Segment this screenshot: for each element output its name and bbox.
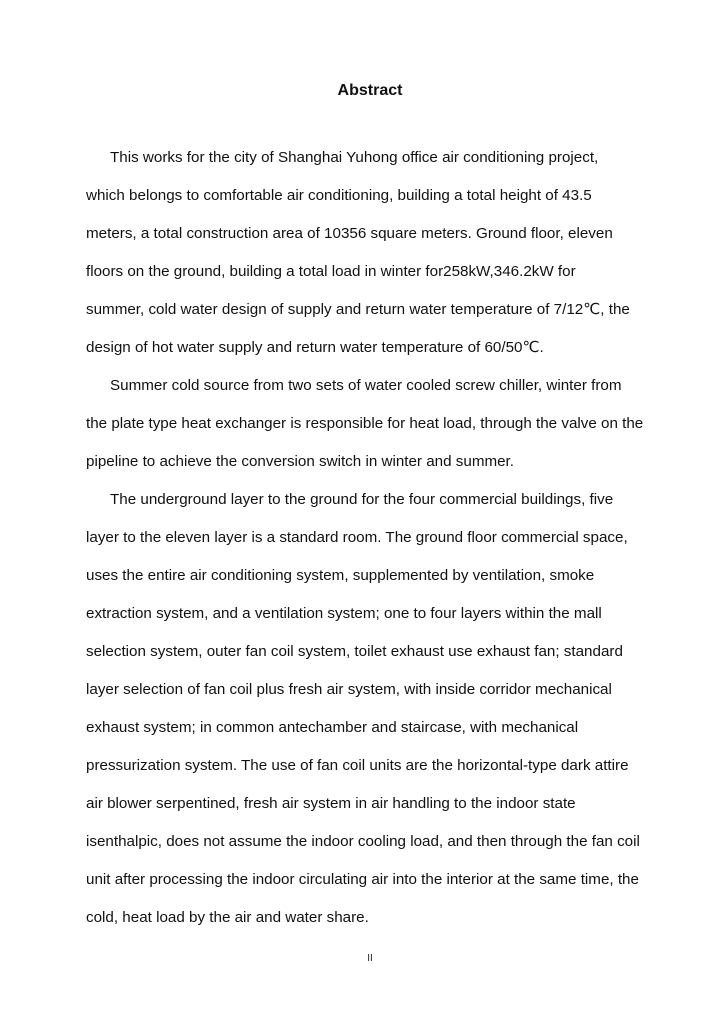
paragraph-1-line-4: floors on the ground, building a total load in winter for258kW,346.2kW for (86, 263, 576, 280)
paragraph-3-line-5: selection system, outer fan coil system, toilet exhaust use exhaust fan; standard (86, 643, 623, 660)
paragraph-1-line-3: meters, a total construction area of 10356 square meters. Ground floor, eleven (86, 225, 613, 242)
paragraph-1-line-5: summer, cold water design of supply and return water temperature of 7/12℃, the (86, 301, 630, 318)
paragraph-3-line-2: layer to the eleven layer is a standard room. The ground floor commercial space, (86, 529, 628, 546)
paragraph-3-line-10: isenthalpic, does not assume the indoor cooling load, and then through the fan coil (86, 833, 640, 850)
paragraph-1-line-6: design of hot water supply and return water temperature of 60/50℃. (86, 339, 544, 356)
paragraph-2-line-3: pipeline to achieve the conversion switch in winter and summer. (86, 453, 515, 470)
paragraph-3-line-8: pressurization system. The use of fan coil units are the horizontal-type dark attire (86, 757, 629, 774)
paragraph-3-line-7: exhaust system; in common antechamber and staircase, with mechanical (86, 719, 579, 736)
paragraph-3-line-6: layer selection of fan coil plus fresh air system, with inside corridor mechanical (86, 681, 612, 698)
abstract-title: Abstract (337, 82, 403, 99)
paragraph-1-line-1: This works for the city of Shanghai Yuhong office air conditioning project, (110, 149, 599, 166)
paragraph-3-line-12: cold, heat load by the air and water share. (86, 909, 369, 926)
paragraph-1-line-2: which belongs to comfortable air conditioning, building a total height of 43.5 (86, 187, 592, 204)
paragraph-3-line-11: unit after processing the indoor circulating air into the interior at the same time, the (86, 871, 639, 888)
paragraph-3-line-4: extraction system, and a ventilation system; one to four layers within the mall (86, 605, 602, 622)
page-number: II (367, 953, 373, 964)
paragraph-2-line-1: Summer cold source from two sets of water cooled screw chiller, winter from (110, 377, 622, 394)
paragraph-2-line-2: the plate type heat exchanger is responsible for heat load, through the valve on the (86, 415, 644, 432)
paragraph-3-line-3: uses the entire air conditioning system, supplemented by ventilation, smoke (86, 567, 595, 584)
paragraph-3-line-1: The underground layer to the ground for the four commercial buildings, five (110, 491, 614, 508)
paragraph-3-line-9: air blower serpentined, fresh air system in air handling to the indoor state (86, 795, 576, 812)
